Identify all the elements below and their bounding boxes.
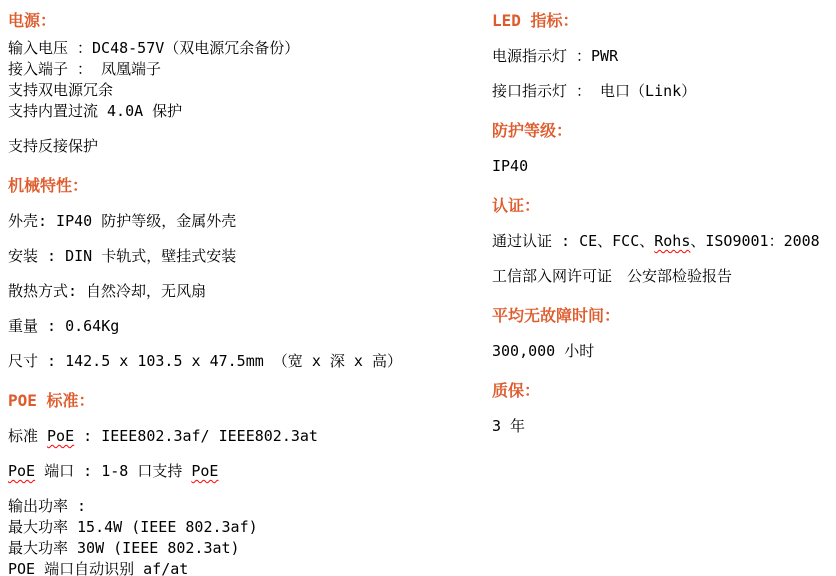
section-heading (492, 305, 836, 327)
spec-line (8, 211, 470, 232)
text-run: 端口 : 1-8 口支持 (35, 462, 192, 480)
text-run: 支持双电源冗余 (8, 81, 114, 99)
section-heading (492, 195, 836, 217)
text-run: 平均无故障时间： (492, 306, 621, 325)
spec-line (8, 461, 470, 482)
text-run: 接口指示灯 ： 电口（Link） (492, 82, 697, 100)
section-heading (492, 120, 836, 142)
spec-line (492, 231, 836, 252)
text-run: 接入端子 ： 凤凰端子 (8, 60, 162, 78)
section-heading (8, 10, 470, 32)
section-heading (492, 10, 836, 32)
misspelled-word: PoE (47, 427, 75, 445)
spec-line (8, 38, 470, 59)
text-run: 散热方式: 自然冷却，无风扇 (8, 282, 207, 300)
spec-line (8, 281, 470, 302)
text-run: 通过认证 : CE、FCC、 (492, 232, 655, 250)
spec-line (492, 46, 836, 67)
text-run: 3 年 (492, 417, 526, 435)
text-run: 支持内置过流 4.0A 保护 (8, 102, 183, 120)
text-run: 重量 : 0.64Kg (8, 317, 120, 335)
text-run: POE 标准： (8, 391, 95, 410)
text-run: 认证： (492, 196, 541, 215)
text-run: 尺寸 : 142.5 x 103.5 x 47.5mm （宽 x 深 x 高） (8, 352, 402, 370)
spec-line (8, 101, 470, 122)
text-run: 工信部入网许可证 公安部检验报告 (492, 267, 733, 285)
left-column (8, 10, 470, 576)
spec-line (8, 316, 470, 337)
text-run: : IEEE802.3af/ IEEE802.3at (74, 427, 318, 445)
text-run: 防护等级： (492, 121, 573, 140)
text-run: 安装 : DIN 卡轨式，壁挂式安装 (8, 247, 237, 265)
misspelled-word: PoE (8, 462, 36, 480)
section-heading (492, 380, 836, 402)
spec-line (8, 426, 470, 447)
spec-line (492, 416, 836, 437)
text-run: 最大功率 30W (IEEE 802.3at) (8, 539, 240, 557)
spec-line (8, 351, 470, 372)
text-run: 最大功率 15.4W (IEEE 802.3af) (8, 518, 258, 536)
spec-line (492, 341, 836, 362)
spec-line (8, 496, 470, 517)
text-run: 电源： (8, 11, 57, 30)
text-run: 机械特性： (8, 176, 89, 195)
spec-line (8, 246, 470, 267)
text-run: 外壳: IP40 防护等级，金属外壳 (8, 212, 237, 230)
spec-line (8, 517, 470, 538)
spec-line (8, 559, 470, 576)
text-run: 质保： (492, 381, 541, 400)
misspelled-word: PoE (191, 462, 219, 480)
text-run: 标准 (8, 427, 48, 445)
section-heading (8, 175, 470, 197)
spec-line (492, 266, 836, 287)
spec-line (8, 59, 470, 80)
text-run: 电源指示灯 ：PWR (492, 47, 619, 65)
spec-line (8, 136, 470, 157)
text-run: LED 指标： (492, 11, 579, 30)
section-heading (8, 390, 470, 412)
spec-line (8, 80, 470, 101)
text-run: IP40 (492, 157, 529, 175)
misspelled-word: af/at (143, 560, 189, 576)
misspelled-word: Rohs (654, 232, 691, 250)
right-column (492, 10, 836, 451)
text-run: 300,000 小时 (492, 342, 595, 360)
text-run: POE 端口自动识别 (8, 560, 144, 576)
text-run: 输出功率 : (8, 497, 87, 515)
text-run: 输入电压 ：DC48-57V（双电源冗余备份） (8, 39, 300, 57)
text-run: 支持反接保护 (8, 137, 99, 155)
spec-line (492, 81, 836, 102)
spec-line (8, 538, 470, 559)
text-run: 、ISO9001：2008 (690, 232, 820, 250)
spec-line (492, 156, 836, 177)
